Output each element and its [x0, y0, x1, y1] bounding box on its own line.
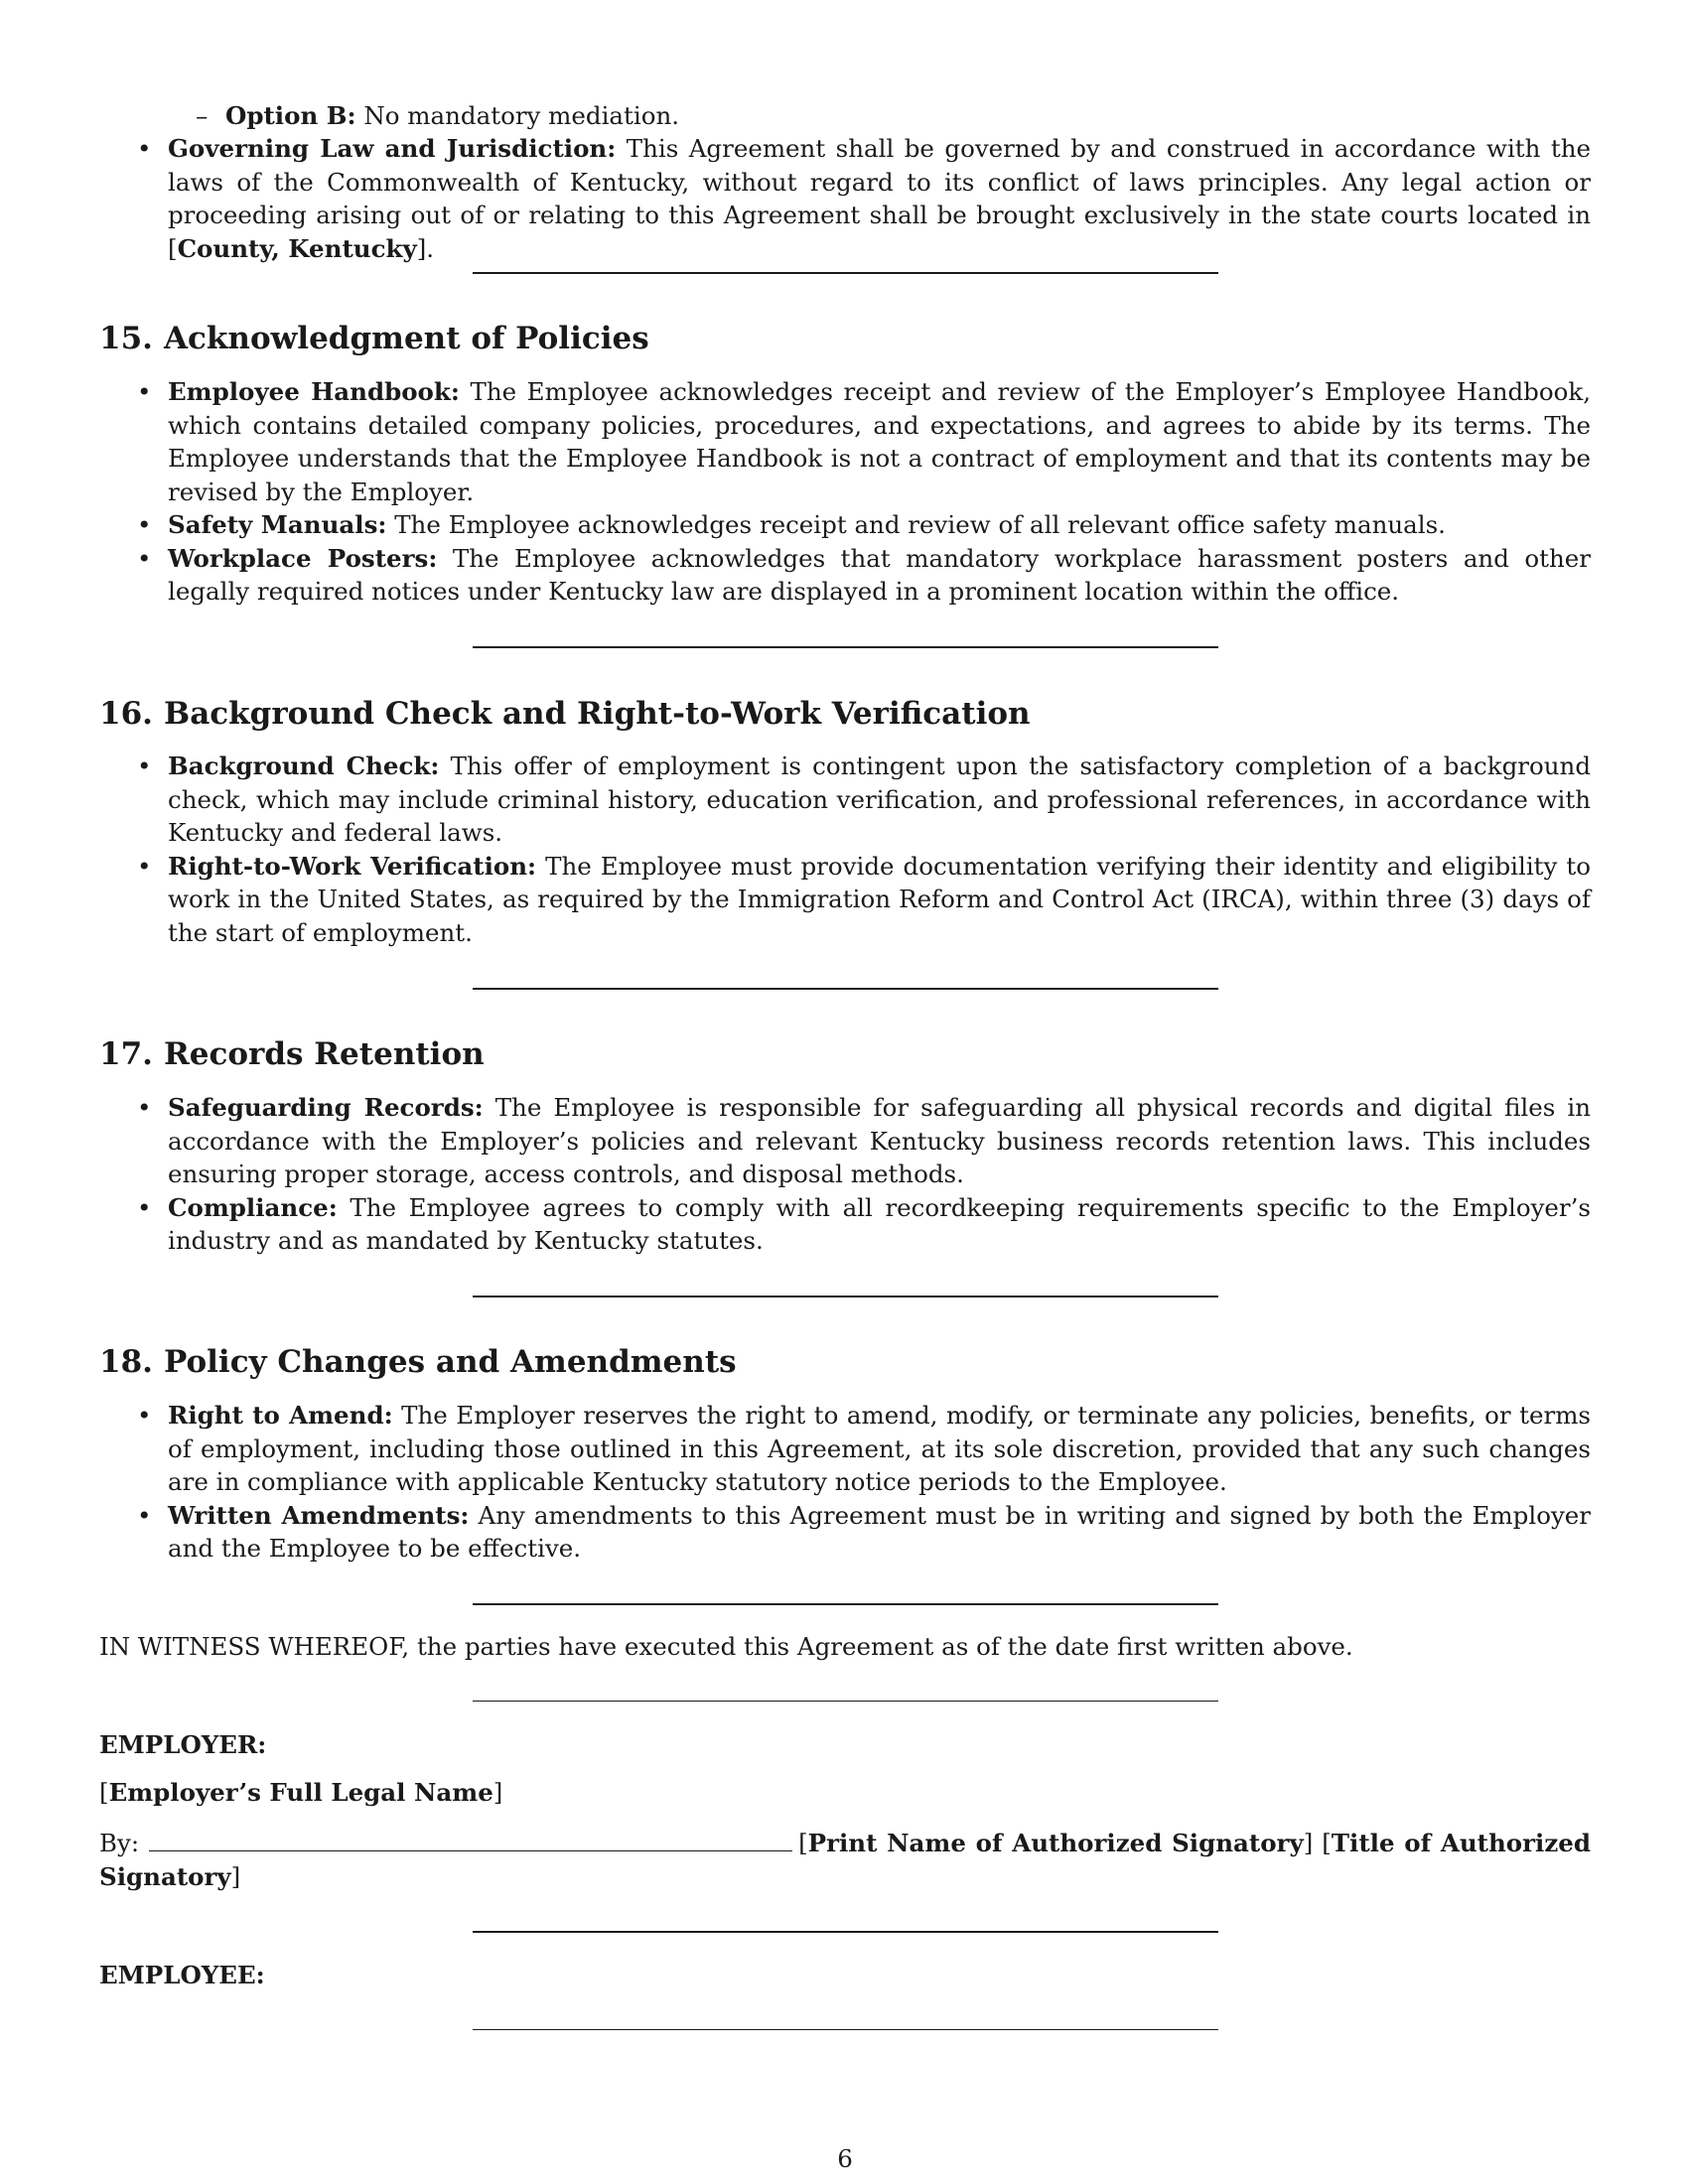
bracket: [ — [168, 233, 178, 263]
signatory-title-placeholder: Title of Authorized Signatory — [99, 1829, 1591, 1891]
section-title-text: Records Retention — [164, 1036, 485, 1072]
item-label: Safety Manuals: — [168, 510, 387, 539]
section-number: 18. — [99, 1344, 153, 1380]
list-item — [99, 375, 1591, 508]
employer-legal-name — [99, 1776, 1591, 1810]
list-item — [99, 750, 1591, 850]
signature-divider — [473, 2029, 1218, 2030]
section-title-text: Policy Changes and Amendments — [164, 1344, 737, 1380]
option-b-text: No mandatory mediation. — [355, 101, 680, 130]
employee-heading: EMPLOYEE: — [99, 1961, 265, 1989]
section-16-list — [99, 750, 1591, 949]
item-text: Any amendments to this Agreement must be in writing and signed by both the Employer and the Employee to be effective. — [168, 1500, 1591, 1563]
item-text: The Employer reserves the right to amend, modify, or terminate any policies, benefits, or terms of employment, including those outlined in this Agreement, at its sole discretion, provided that any such changes are in compliance with applicable Kentucky statutory notice periods to the Employee. — [168, 1401, 1591, 1496]
list-item — [99, 850, 1591, 950]
list-item — [99, 1091, 1591, 1191]
list-item — [99, 508, 1591, 542]
list-item — [99, 1399, 1591, 1499]
section-divider — [473, 1603, 1218, 1605]
section-divider — [473, 1296, 1218, 1297]
governing-law-list — [99, 132, 1591, 265]
section-18-list — [99, 1399, 1591, 1566]
dash-marker: – — [196, 101, 209, 130]
signatory-name-placeholder: Print Name of Authorized Signatory — [807, 1829, 1304, 1857]
option-b-label: Option B: — [225, 101, 356, 130]
item-label: Workplace Posters: — [168, 543, 438, 573]
by-label: By: — [99, 1829, 140, 1857]
section-divider — [473, 646, 1218, 648]
item-text: The Employee must provide documentation verifying their identity and eligibility to work in the United States, as required by the Immigration Reform and Control Act (IRCA), within three (3) days of the start of employment. — [168, 851, 1591, 947]
signature-divider — [473, 1701, 1218, 1702]
section-divider — [473, 272, 1218, 274]
section-17-title — [99, 1034, 1591, 1074]
list-item — [99, 542, 1591, 609]
item-label: Safeguarding Records: — [168, 1093, 484, 1122]
item-label: Compliance: — [168, 1192, 338, 1222]
county-placeholder: County, Kentucky — [177, 233, 417, 263]
item-text: This offer of employment is contingent upon the satisfactory completion of a background check, which may include criminal history, education verification, and professional references, in accordance with Kentucky and federal laws. — [168, 751, 1592, 847]
page-number: 6 — [837, 2144, 853, 2173]
option-b-item — [196, 99, 1591, 133]
list-item — [99, 132, 1591, 265]
item-text: The Employee is responsible for safeguarding all physical records and digital files in accordance with the Employer’s policies and relevant Kentucky business records retention laws. This includes ensuring proper storage, access controls, and disposal methods. — [168, 1093, 1591, 1188]
item-label: Right to Amend: — [168, 1401, 393, 1430]
item-label: Employee Handbook: — [168, 377, 460, 406]
section-number: 15. — [99, 321, 153, 356]
bracket: ] [ — [1303, 1829, 1332, 1857]
item-text: This Agreement shall be governed by and construed in accordance with the laws of the Commonwealth of Kentucky, without regard to its conflict of laws principles. Any legal action or proceeding arising out of or relating to this Agreement shall be brought exclusively in the state courts located in — [168, 134, 1591, 229]
item-text: The Employee acknowledges that mandatory workplace harassment posters and other legally required notices under Kentucky law are displayed in a prominent location within the office. — [168, 543, 1591, 606]
section-number: 17. — [99, 1036, 153, 1072]
section-divider — [473, 988, 1218, 990]
bracket: ] — [492, 1778, 503, 1807]
item-label: Governing Law and Jurisdiction: — [168, 134, 617, 163]
section-title-text: Background Check and Right-to-Work Verification — [164, 696, 1031, 732]
item-text: The Employee agrees to comply with all recordkeeping requirements specific to the Employer’s industry and as mandated by Kentucky statutes. — [168, 1192, 1591, 1255]
document-page — [99, 0, 1591, 2184]
bracket: [ — [798, 1829, 808, 1857]
item-text: The Employee acknowledges receipt and review of all relevant office safety manuals. — [386, 510, 1446, 539]
section-16-title — [99, 694, 1591, 734]
signature-divider — [473, 1931, 1218, 1933]
section-15-title — [99, 319, 1591, 358]
item-label: Background Check: — [168, 751, 440, 780]
bracket: ] — [230, 1861, 241, 1891]
bracket: [ — [99, 1778, 109, 1807]
item-text: The Employee acknowledges receipt and review of the Employer’s Employee Handbook, which contains detailed company policies, procedures, and expectations, and agrees to abide by its terms. The Employee understands that the Employee Handbook is not a contract of employment and that its contents may be revised by the Employer. — [168, 377, 1591, 506]
item-label: Right-to-Work Verification: — [168, 851, 537, 881]
list-item — [99, 1191, 1591, 1258]
item-label: Written Amendments: — [168, 1500, 470, 1530]
signature-blank[interactable] — [149, 1829, 792, 1851]
employer-heading: EMPLOYER: — [99, 1730, 267, 1759]
witness-clause: IN WITNESS WHEREOF, the parties have executed this Agreement as of the date first written above. — [99, 1632, 1353, 1661]
list-item — [99, 1499, 1591, 1566]
bracket: ]. — [416, 233, 435, 263]
section-17-list — [99, 1091, 1591, 1258]
section-18-title — [99, 1342, 1591, 1382]
section-title-text: Acknowledgment of Policies — [164, 321, 649, 356]
section-15-list — [99, 375, 1591, 609]
employer-signature-line — [99, 1827, 1591, 1893]
section-number: 16. — [99, 696, 153, 732]
employer-name-placeholder: Employer’s Full Legal Name — [108, 1778, 493, 1807]
